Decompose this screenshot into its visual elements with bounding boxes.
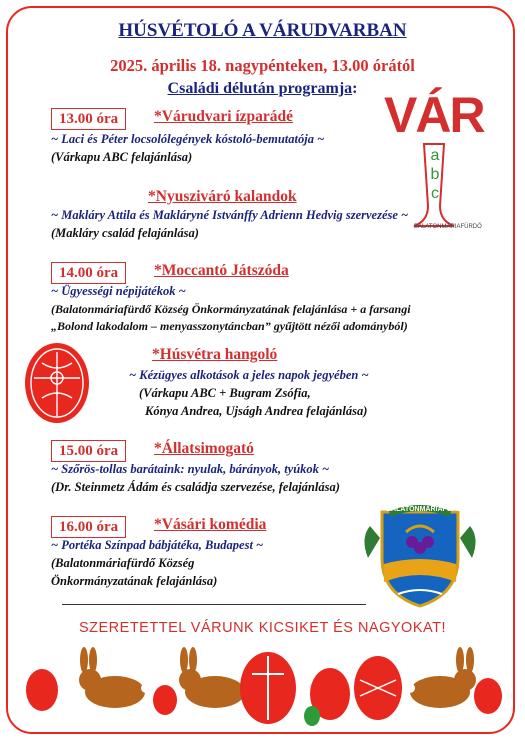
footer-divider bbox=[62, 604, 366, 605]
event-time-1300: 13.00 óra bbox=[51, 108, 126, 130]
event-desc-izparade: ~ Laci és Péter locsolólegények kóstoló-bemutatója ~ bbox=[51, 132, 325, 146]
event-desc-nyusziváro: ~ Makláry Attila és Makláryné Istvánffy Adrienn Hedvig szervezése ~ bbox=[51, 208, 409, 222]
easter-egg-icon bbox=[22, 338, 92, 424]
bunny-icon bbox=[179, 647, 251, 708]
logo-caption: BALATONMÁRIAFÜRDŐ bbox=[414, 224, 482, 230]
crest-caption: BALATONMÁRIAFÜRDŐ bbox=[386, 506, 468, 513]
event-note-vasari-2: Önkormányzatának felajánlása) bbox=[51, 574, 218, 588]
egg-icon bbox=[474, 678, 502, 714]
page-title: HÚSVÉTOLÓ A VÁRUDVARBAN bbox=[118, 20, 407, 41]
event-title-nyusziváro: *Nyusziváró kalandok bbox=[148, 188, 297, 205]
easter-decoration bbox=[0, 640, 525, 736]
logo-abc-letters: abc bbox=[430, 147, 440, 202]
event-desc-husvetra: ~ Kézügyes alkotások a jeles napok jegyében ~ bbox=[129, 368, 369, 382]
event-note-moccanto-2: „Bolond lakodalom – menyasszonytáncban” gyűjtött nézői adományból) bbox=[51, 319, 408, 333]
event-desc-vasari: ~ Portéka Színpad bábjátéka, Budapest ~ bbox=[51, 538, 264, 552]
event-note-nyusziváro: (Makláry család felajánlása) bbox=[51, 226, 199, 240]
event-title-husvetra: *Húsvétra hangoló bbox=[152, 346, 278, 363]
event-note-husvetra-1: (Várkapu ABC + Bugram Zsófia, bbox=[139, 386, 311, 400]
event-note-vasari-1: (Balatonmáriafürdő Község bbox=[51, 556, 195, 570]
event-note-moccanto-1: (Balatonmáriafürdő Község Önkormányzatának felajánlása + a farsangi bbox=[51, 302, 411, 316]
egg-icon bbox=[304, 706, 320, 726]
event-desc-allatsimogato: ~ Szőrös-tollas barátaink: nyulak, bárányok, tyúkok ~ bbox=[51, 462, 330, 476]
egg-icon bbox=[26, 669, 58, 711]
event-title-vasari: *Vásári komédia bbox=[154, 516, 267, 533]
event-title-izparade: *Várudvari ízparádé bbox=[154, 108, 294, 125]
event-time-1500: 15.00 óra bbox=[51, 440, 126, 462]
event-title-moccanto: *Moccantó Játszóda bbox=[154, 262, 289, 279]
event-time-1400: 14.00 óra bbox=[51, 262, 126, 284]
event-time-1600: 16.00 óra bbox=[51, 516, 126, 538]
egg-icon bbox=[153, 685, 177, 715]
logo-var-text: VÁR bbox=[384, 87, 484, 143]
event-title-allatsimogato: *Állatsimogató bbox=[154, 440, 254, 457]
event-date: 2025. április 18. nagypénteken, 13.00 órától bbox=[110, 56, 415, 75]
bunny-icon bbox=[79, 647, 151, 708]
village-crest-icon bbox=[360, 498, 480, 610]
event-desc-moccanto: ~ Ügyességi népijátékok ~ bbox=[51, 284, 186, 298]
bunny-icon bbox=[405, 647, 476, 708]
event-note-allatsimogato: (Dr. Steinmetz Ádám és családja szervezése, felajánlása) bbox=[51, 480, 340, 494]
event-note-izparade: (Várkapu ABC felajánlása) bbox=[51, 150, 193, 164]
footer-greeting: SZERETETTEL VÁRUNK KICSIKET ÉS NAGYOKAT! bbox=[78, 620, 446, 636]
event-note-husvetra-2: Kónya Andrea, Ujságh Andrea felajánlása) bbox=[145, 404, 368, 418]
program-heading: Családi délután programja: bbox=[167, 80, 358, 97]
